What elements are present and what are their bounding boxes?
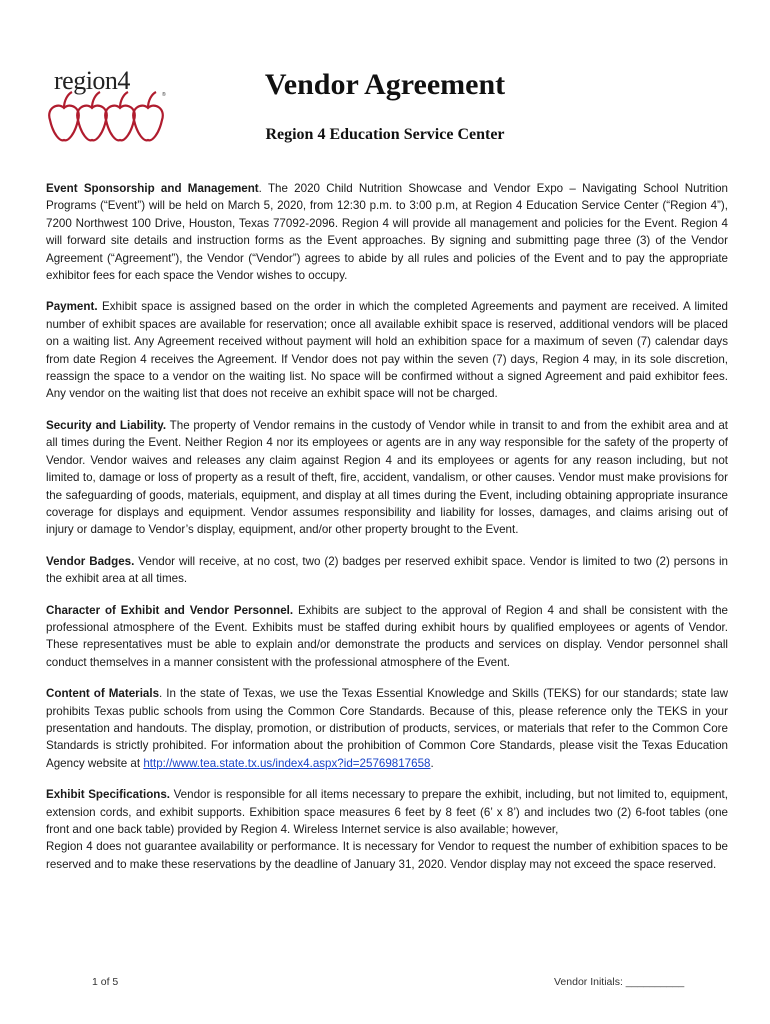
section-text: The property of Vendor remains in the custody of Vendor while in transit to and from the exhibit area and at all times during the Event. Neither Region 4 nor its employees or agents are in any way responsible for the safety of the property of Vendor. Vendor waives and releases any claim against Region 4 and its employees or agents for any reason including, but not limited to, damage or loss of property as a result of theft, fire, accident, vandalism, or other causes. Vendor must make provisions for the safeguarding of goods, materials, equipment, and display at all times during the Event, including obtaining appropriate insurance coverage for displays and equipment. Vendor assumes responsibility and liability for losses, damages, and claims arising out of injury or damage to Vendor’s display, equipment, and/or other property brought to the Event. — [46, 418, 728, 537]
section-heading: Payment. — [46, 300, 98, 314]
section-text: Vendor will receive, at no cost, two (2) badges per reserved exhibit space. Vendor is limited to two (2) persons in the exhibit area at all times. — [46, 554, 729, 586]
page-number: 1 of 5 — [92, 976, 119, 988]
section-event-sponsorship — [46, 180, 728, 284]
section-security-liability — [46, 417, 728, 539]
section-heading: Exhibit Specifications. — [46, 788, 171, 802]
page-title: Vendor Agreement — [264, 68, 506, 101]
section-character-of-exhibit — [46, 602, 728, 672]
section-heading: Security and Liability. — [46, 418, 167, 432]
section-text: The 2020 Child Nutrition Showcase and Vendor Expo – Navigating School Nutrition Programs (“Event”) will be held on March 5, 2020, from 12:30 p.m. to 3:00 p.m, at Region 4 Education Service Center (“Region 4”), 7200 Northwest 100 Drive, Houston, Texas 77092-2096. Region 4 will provide all management and policies for the Event. Region 4 will forward site details and instruction forms as the Event approaches. By signing and submitting page three (3) of the Vendor Agreement (“Agreement”), the Vendor (“Vendor”) agrees to abide by all rules and policies of the Event and to pay the appropriate exhibitor fees for each space the Vendor wishes to occupy. — [46, 182, 728, 283]
section-text: Exhibit space is assigned based on the order in which the completed Agreements and payment are received. A limited number of exhibit spaces are available for reservation; once all available exhibit space is reserved, additional vendors will be placed on a waiting list. Any Agreement received without payment will hold an exhibition space for a maximum of seven (7) calendar days from date Region 4 receives the Agreement. If Vendor does not pay within the seven (7) days, Region 4 may, in its sole discretion, reassign the space to a vendor on the waiting list. No space will be confirmed without a signed Agreement and paid exhibitor fees. Any vendor on the waiting list that does not receive an exhibit space will not be charged. — [46, 300, 728, 401]
section-exhibit-specifications-cont — [46, 838, 728, 873]
tea-website-link[interactable]: http://www.tea.state.tx.us/index4.aspx?id=25769817658 — [143, 756, 431, 770]
section-heading-punct: . — [258, 182, 262, 195]
section-heading: Vendor Badges. — [46, 554, 135, 568]
section-text: Region 4 does not guarantee availability or performance. It is necessary for Vendor to request the number of exhibition spaces to be reserved and to make these reservations by the deadline of January 31, 2020. Vendor display may not exceed the space reserved. — [46, 840, 728, 871]
section-text: Exhibits are subject to the approval of Region 4 and shall be consistent with the professional atmosphere of the Event. Exhibits must be staffed during exhibit hours by qualified employees or agents of Vendor. These representatives must be able to explain and/or demonstrate the products and services on display. Vendor personnel shall conduct themselves in a manner consistent with the professional atmosphere of the Event. — [46, 603, 728, 669]
section-heading: Character of Exhibit and Vendor Personnel. — [46, 603, 294, 617]
agreement-body — [46, 180, 728, 873]
apples-logo-icon — [44, 90, 174, 150]
vendor-initials-field: Vendor Initials: __________ — [554, 976, 685, 988]
section-heading-punct: . — [159, 687, 163, 701]
page-subtitle: Region 4 Education Service Center — [265, 126, 505, 143]
section-heading: Content of Materials — [46, 687, 160, 701]
logo-wordmark: region4 — [54, 66, 130, 95]
section-text-end: . — [430, 756, 434, 770]
section-heading: Event Sponsorship and Management — [46, 182, 259, 195]
section-payment — [46, 298, 728, 402]
section-vendor-badges — [46, 553, 728, 588]
svg-text:®: ® — [162, 92, 166, 98]
section-text: Vendor is responsible for all items necessary to prepare the exhibit, including, but not limited to, equipment, extension cords, and exhibit supports. Exhibition space measures 6 feet by 8 feet (6’ x 8’) and includes two (2) 6-foot tables (one front and one back table) provided by Region 4. Wireless Internet service is also available; however, — [46, 788, 728, 836]
section-text: In the state of Texas, we use the Texas Essential Knowledge and Skills (TEKS) for our standards; state law prohibits Texas public schools from using the Common Core Standards. Because of this, please reference only the TEKS in your presentation and handouts. The display, promotion, or distribution of products, services, or materials that refer to the Common Core Standards is strictly prohibited. For information about the prohibition of Common Core Standards, please visit the Texas Education Agency website at — [46, 687, 729, 770]
region4-logo — [44, 66, 174, 148]
section-content-of-materials — [46, 685, 728, 772]
section-exhibit-specifications — [46, 786, 728, 838]
